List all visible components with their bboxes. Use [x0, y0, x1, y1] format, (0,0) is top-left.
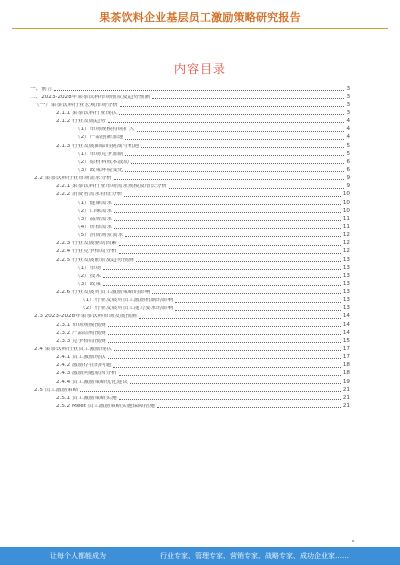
toc-entry[interactable] [30, 296, 350, 304]
toc-entry[interactable] [30, 271, 350, 279]
toc-entry-label: （4）价格需求 [75, 224, 113, 230]
toc-entry-label: 2.4.2 激励存在的问题 [56, 363, 112, 369]
toc-entry-label: （1）市场竞争加剧 [75, 151, 124, 157]
toc-entry[interactable] [30, 222, 350, 230]
page-footer [0, 547, 400, 565]
toc-entry-label: （1）市场 [75, 265, 101, 271]
toc-entry[interactable] [30, 361, 350, 369]
toc-entry-page: 12 [342, 248, 350, 255]
toc-entry[interactable] [30, 165, 350, 173]
toc-entry[interactable] [30, 279, 350, 287]
toc-entry[interactable] [30, 92, 350, 100]
toc-leader-dots [169, 188, 344, 189]
toc-entry-label: （2）原材料成本波动 [75, 159, 129, 165]
toc-leader-dots [125, 155, 344, 156]
toc-entry[interactable] [30, 353, 350, 361]
toc-entry-page: 21 [342, 403, 350, 410]
toc-entry[interactable] [30, 247, 350, 255]
toc-entry-label: 2.2 果茶饮料行业市场需求分析 [34, 176, 112, 182]
toc-entry-label: 2.4.4 员工激励策略优化建议 [56, 379, 128, 385]
toc-entry-label: （3）政策 [75, 281, 101, 287]
toc-entry-label: 2.2.4 行业竞争格局分析 [56, 249, 117, 255]
toc-entry-label: 2.1.1 果茶饮料行业现状 [56, 110, 117, 116]
toc-entry[interactable] [30, 157, 350, 165]
toc-leader-dots [114, 350, 341, 351]
toc-leader-dots [114, 179, 345, 180]
toc-entry-page: 4 [346, 118, 350, 125]
toc-entry-page: 15 [342, 337, 350, 344]
toc-entry-label: 2.3 2023-2028年果茶饮料市场发展预测 [34, 314, 137, 320]
toc-leader-dots [124, 196, 341, 197]
toc-entry-page: 19 [342, 378, 350, 385]
toc-leader-dots [137, 131, 345, 132]
toc-entry-label: （5）消费场景需求 [75, 233, 124, 239]
toc-entry-page: 5 [346, 142, 350, 149]
footer-tagline: 行业专家、管理专家、营销专家、战略专家、成功企业家…… [160, 552, 349, 560]
toc-entry-page: 12 [342, 232, 350, 239]
toc-entry-page: 17 [342, 354, 350, 361]
toc-entry-page: 14 [342, 313, 350, 320]
toc-leader-dots [125, 171, 344, 172]
toc-leader-dots [103, 269, 341, 270]
toc-leader-dots [141, 147, 344, 148]
toc-entry-page: 13 [342, 264, 350, 271]
toc-entry-page: 18 [342, 362, 350, 369]
toc-leader-dots [119, 253, 341, 254]
toc-entry-label: 2.4.1 员工激励现状 [56, 355, 106, 361]
toc-entry[interactable] [30, 304, 350, 312]
toc-entry[interactable] [30, 174, 350, 182]
toc-leader-dots [130, 383, 341, 384]
toc-entry-page: 4 [346, 126, 350, 133]
toc-entry[interactable] [30, 198, 350, 206]
toc-entry-label: 2.3.2 产品结构预测 [56, 330, 106, 336]
toc-entry[interactable] [30, 385, 350, 393]
toc-entry-page: 9 [346, 175, 350, 182]
toc-leader-dots [108, 342, 341, 343]
toc-entry-page: 6 [346, 158, 350, 165]
toc-entry-page: 13 [342, 305, 350, 312]
toc-leader-dots [113, 367, 341, 368]
toc-entry-label: 二、2023-2028年果茶饮料市场前景及趋势预测 [30, 94, 150, 100]
toc-leader-dots [125, 139, 344, 140]
toc-leader-dots [54, 90, 344, 91]
toc-entry-label: 2.4 果茶饮料行业员工激励现状 [34, 347, 112, 353]
toc-entry-label: （2）行业发展对员工能力要求的影响 [80, 306, 174, 312]
report-title: 果茶饮料企业基层员工激励策略研究报告 [99, 11, 301, 24]
toc-entry-label: （3）品牌需求 [75, 216, 113, 222]
toc-entry-page: 3 [346, 109, 350, 116]
toc-entry[interactable] [30, 100, 350, 108]
toc-entry-page: 14 [342, 329, 350, 336]
toc-leader-dots [119, 245, 341, 246]
toc-entry-label: 2.1.3 行业发展面临的挑战与机遇 [56, 143, 140, 149]
toc-entry[interactable] [30, 393, 350, 401]
toc-leader-dots [108, 334, 341, 335]
toc-entry-page: 10 [342, 191, 350, 198]
toc-title: 内容目录 [173, 62, 226, 76]
toc-entry[interactable] [30, 401, 350, 409]
toc-entry-page: 13 [342, 289, 350, 296]
toc-leader-dots [136, 261, 341, 262]
toc-entry-page: 17 [342, 346, 350, 353]
toc-entry-page: 10 [342, 199, 350, 206]
toc-leader-dots [119, 375, 341, 376]
toc-entry-label: 一、前言 [30, 86, 53, 92]
toc-entry[interactable] [30, 141, 350, 149]
header-divider [12, 28, 388, 29]
toc-entry-page: 10 [342, 207, 350, 214]
toc-entry[interactable] [30, 108, 350, 116]
toc-entry-page: 3 [346, 93, 350, 100]
toc-leader-dots [139, 318, 341, 319]
toc-entry-page: 21 [342, 394, 350, 401]
toc-entry[interactable] [30, 345, 350, 353]
toc-entry[interactable] [30, 214, 350, 222]
footer-slogan: 让每个人都能成为 [50, 552, 106, 560]
toc-entry[interactable] [30, 312, 350, 320]
toc-entry[interactable] [30, 149, 350, 157]
toc-leader-dots [119, 114, 345, 115]
toc-entry-page: 13 [342, 280, 350, 287]
toc-entry-label: 2.5.1 员工激励策略实施 [56, 395, 117, 401]
toc-entry[interactable] [30, 206, 350, 214]
toc-entry-page: 18 [342, 370, 350, 377]
toc-leader-dots [152, 293, 341, 294]
toc-entry[interactable] [30, 84, 350, 92]
toc-entry[interactable] [30, 190, 350, 198]
toc-leader-dots [125, 236, 341, 237]
toc-leader-dots [114, 220, 341, 221]
toc-entry-page: 11 [342, 215, 350, 222]
toc-entry-label: （3）政策环境变化 [75, 167, 124, 173]
toc-entry-label: （2）口味需求 [75, 208, 113, 214]
toc-entry-label: 2.3.1 市场规模预测 [56, 322, 106, 328]
toc-entry-label: （2）产品创新加速 [75, 135, 124, 141]
toc-entry[interactable] [30, 288, 350, 296]
toc-leader-dots [108, 122, 345, 123]
toc-entry-label: 2.2.2 消费者需求特征分析 [56, 192, 123, 198]
toc-leader-dots [157, 407, 341, 408]
page-number-marker [352, 540, 354, 542]
toc-entry-page: 12 [342, 240, 350, 247]
toc-entry-label: 2.3.3 竞争格局预测 [56, 338, 106, 344]
toc-entry-label: 2.2.5 行业发展前景及趋势预测 [56, 257, 134, 263]
toc-entry-page: 11 [342, 223, 350, 230]
toc-entry-page: 3 [346, 101, 350, 108]
toc-entry-label: （1）市场规模持续扩大 [75, 127, 135, 133]
toc-entry[interactable] [30, 377, 350, 385]
toc-entry-label: 2.5.2 Meet 员工激励策略实施保障措施 [56, 404, 155, 410]
toc-entry-page: 4 [346, 134, 350, 141]
toc-leader-dots [114, 212, 341, 213]
toc-leader-dots [108, 358, 341, 359]
toc-entry-label: 2.2.1 果茶饮料行业市场需求规模及增长分析 [56, 184, 168, 190]
toc-leader-dots [114, 204, 341, 205]
toc-leader-dots [119, 399, 341, 400]
toc-leader-dots [120, 106, 345, 107]
toc-entry[interactable] [30, 133, 350, 141]
toc-entry[interactable] [30, 117, 350, 125]
toc-entry-page: 21 [342, 386, 350, 393]
toc-leader-dots [103, 277, 341, 278]
toc-entry-page: 3 [346, 85, 350, 92]
toc-entry[interactable] [30, 320, 350, 328]
toc-entry-page: 13 [342, 272, 350, 279]
toc-leader-dots [80, 391, 341, 392]
toc-entry[interactable] [30, 263, 350, 271]
toc-entry-page: 9 [346, 183, 350, 190]
toc-entry-label: （一）果茶饮料行业宏观市场分析 [34, 102, 118, 108]
table-of-contents [30, 84, 350, 410]
toc-entry[interactable] [30, 336, 350, 344]
toc-entry-label: （1）健康需求 [75, 200, 113, 206]
toc-entry[interactable] [30, 231, 350, 239]
toc-leader-dots [175, 310, 341, 311]
toc-entry-label: （2）技术 [75, 273, 101, 279]
toc-leader-dots [108, 326, 341, 327]
toc-leader-dots [152, 98, 344, 99]
toc-entry[interactable] [30, 369, 350, 377]
toc-entry-label: （1）行业发展对员工激励机制的影响 [80, 298, 174, 304]
toc-entry-page: 5 [346, 150, 350, 157]
toc-entry[interactable] [30, 125, 350, 133]
toc-entry-label: 2.4.3 激励问题原因分析 [56, 371, 117, 377]
toc-leader-dots [175, 302, 341, 303]
toc-leader-dots [131, 163, 345, 164]
toc-entry-page: 13 [342, 256, 350, 263]
toc-entry-label: 2.5 员工激励策略 [34, 387, 79, 393]
toc-leader-dots [114, 228, 341, 229]
toc-entry-label: 2.2.6 行业发展对员工激励策略的影响 [56, 290, 151, 296]
toc-entry-label: 2.1.2 行业发展趋势 [56, 119, 106, 125]
page-header [0, 0, 400, 34]
toc-leader-dots [103, 285, 341, 286]
toc-entry-label: 2.2.3 行业发展驱动因素 [56, 241, 117, 247]
toc-entry[interactable] [30, 182, 350, 190]
toc-entry-page: 6 [346, 166, 350, 173]
toc-entry-page: 14 [342, 321, 350, 328]
toc-entry[interactable] [30, 328, 350, 336]
toc-entry[interactable] [30, 239, 350, 247]
toc-entry[interactable] [30, 255, 350, 263]
toc-entry-page: 13 [342, 297, 350, 304]
